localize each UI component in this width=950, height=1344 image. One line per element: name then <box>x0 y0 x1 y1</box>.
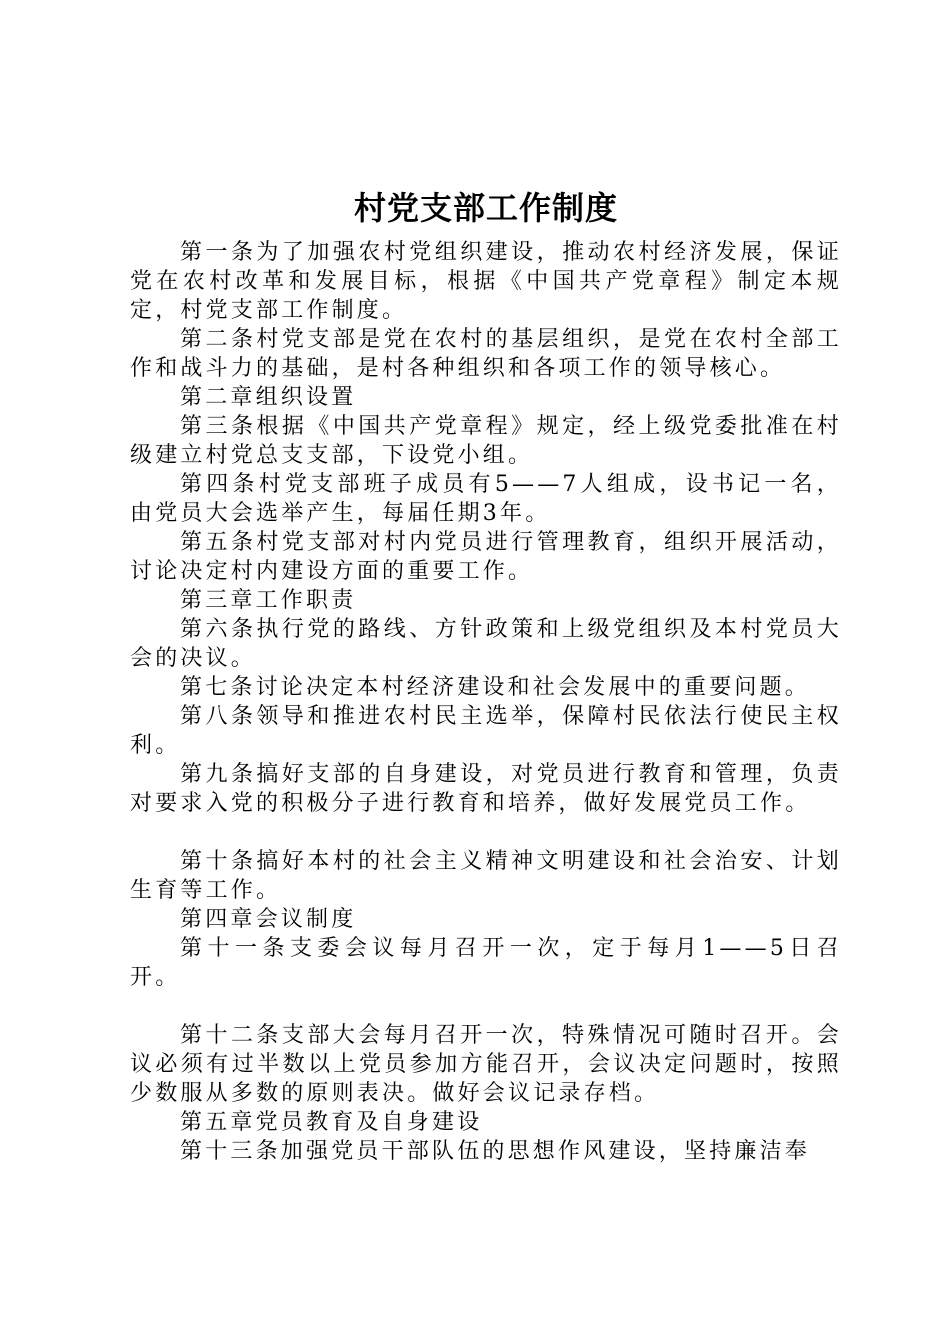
paragraph-article-5: 第五条村党支部对村内党员进行管理教育，组织开展活动，讨论决定村内建设方面的重要工作。 <box>130 530 842 584</box>
paragraph-article-11: 第十一条支委会议每月召开一次，定于每月1——5日召开。 <box>130 936 842 990</box>
paragraph-article-1: 第一条为了加强农村党组织建设，推动农村经济发展，保证党在农村改革和发展目标，根据《中国共产党章程》制定本规定，村党支部工作制度。 <box>130 240 842 323</box>
blank-line <box>130 992 842 1021</box>
paragraph-article-8: 第八条领导和推进农村民主选举，保障村民依法行使民主权利。 <box>130 704 842 758</box>
chapter-heading-4: 第四章会议制度 <box>180 907 357 932</box>
chapter-heading-3: 第三章工作职责 <box>180 588 357 613</box>
paragraph-article-9: 第九条搞好支部的自身建设，对党员进行教育和管理，负责对要求入党的积极分子进行教育和培养，做好发展党员工作。 <box>130 762 842 816</box>
paragraph-article-13: 第十三条加强党员干部队伍的思想作风建设，坚持廉洁奉 <box>180 1139 811 1164</box>
chapter-heading-5: 第五章党员教育及自身建设 <box>180 1110 483 1135</box>
paragraph-article-10: 第十条搞好本村的社会主义精神文明建设和社会治安、计划生育等工作。 <box>130 849 842 903</box>
paragraph-article-6: 第六条执行党的路线、方针政策和上级党组织及本村党员大会的决议。 <box>130 617 842 671</box>
paragraph-article-7: 第七条讨论决定本村经济建设和社会发展中的重要问题。 <box>180 675 811 700</box>
blank-line <box>130 818 842 847</box>
document-page <box>130 184 842 1166</box>
paragraph-article-4: 第四条村党支部班子成员有5——7人组成，设书记一名，由党员大会选举产生，每届任期3年。 <box>130 472 842 526</box>
paragraph-article-12: 第十二条支部大会每月召开一次，特殊情况可随时召开。会议必须有过半数以上党员参加方能召开，会议决定问题时，按照少数服从多数的原则表决。做好会议记录存档。 <box>130 1023 842 1106</box>
document-title: 村党支部工作制度 <box>353 189 618 227</box>
paragraph-article-3: 第三条根据《中国共产党章程》规定，经上级党委批准在村级建立村党总支支部，下设党小组。 <box>130 414 842 468</box>
chapter-heading-2: 第二章组织设置 <box>180 385 357 410</box>
paragraph-article-2: 第二条村党支部是党在农村的基层组织，是党在农村全部工作和战斗力的基础，是村各种组织和各项工作的领导核心。 <box>130 327 842 381</box>
